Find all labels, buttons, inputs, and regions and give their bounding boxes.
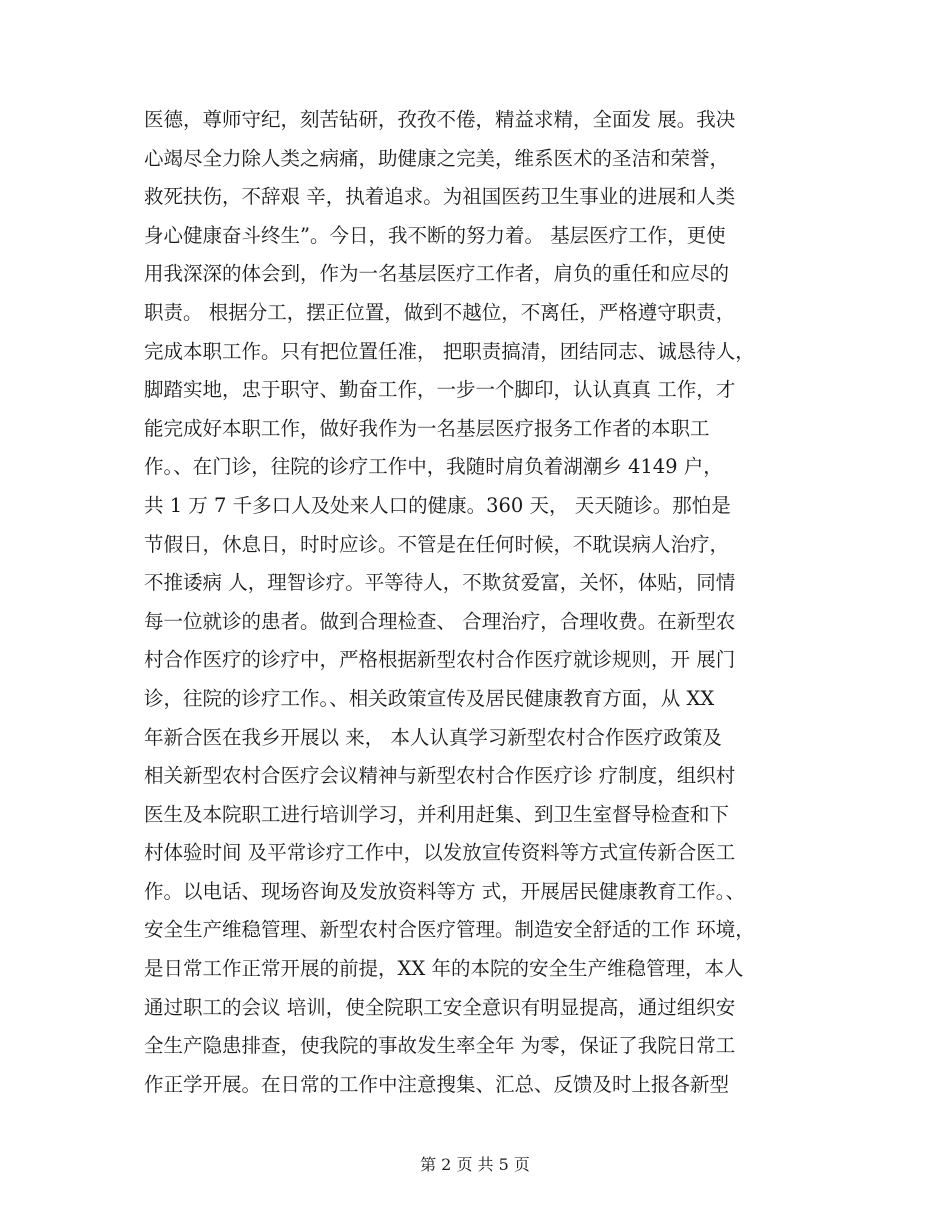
- text-line: 全生产隐患排查，使我院的事故发生率全年 为零，保证了我院日常工: [144, 1034, 736, 1058]
- text-line: 不推诿病 人，理智诊疗。平等待人，不欺贫爱富，关怀，体贴，同情: [144, 571, 736, 595]
- text-line: 诊，往院的诊疗工作。、相关政策宣传及居民健康教育方面，从 XX: [144, 686, 715, 710]
- text-line: 作。以电话、现场咨询及发放资料等方 式，开展居民健康教育工作。、: [144, 879, 745, 903]
- text-line: 是日常工作正常开展的前提，XX 年的本院的安全生产维稳管理，本人: [144, 957, 744, 981]
- text-line: 年新合医在我乡开展以 来， 本人认真学习新型农村合作医疗政策及: [144, 725, 722, 749]
- text-line: 医生及本院职工进行培训学习，并利用赶集、到卫生室督导检查和下: [144, 802, 730, 826]
- text-line: 通过职工的会议 培训，使全院职工安全意识有明显提高，通过组织安: [144, 995, 736, 1019]
- text-line: 作。、在门诊，往院的诊疗工作中，我随时肩负着湖潮乡 4149 户，: [144, 455, 723, 479]
- text-line: 脚踏实地，忠于职守、勤奋工作，一步一个脚印，认认真真 工作，才: [144, 378, 736, 402]
- text-line: 身心健康奋斗终生”。今日，我不断的努力着。 基层医疗工作，更使: [144, 223, 726, 247]
- text-line: 用我深深的体会到，作为一名基层医疗工作者，肩负的重任和应尽的: [144, 262, 730, 286]
- text-line: 安全生产维稳管理、新型农村合医疗管理。制造安全舒适的工作 环境，: [144, 918, 755, 942]
- text-line: 职责。 根据分工，摆正位置，做到不越位，不离任，严格遵守职责，: [144, 300, 736, 324]
- text-line: 村体验时间 及平常诊疗工作中，以发放宣传资料等方式宣传新合医工: [144, 841, 736, 865]
- page-footer: 第 2 页 共 5 页: [420, 1155, 530, 1174]
- text-line: 医德，尊师守纪，刻苦钻研，孜孜不倦，精益求精，全面发 展。我决: [144, 108, 736, 131]
- text-line: 作正学开展。在日常的工作中注意搜集、汇总、反馈及时上报各新型: [144, 1072, 730, 1096]
- text-line: 心竭尽全力除人类之病痛，助健康之完美，维系医术的圣洁和荣誉，: [144, 146, 730, 170]
- text-line: 共 1 万 7 千多口人及处来人口的健康。360 天， 天天随诊。那怕是: [144, 493, 731, 517]
- text-line: 每一位就诊的患者。做到合理检查、 合理治疗，合理收费。在新型农: [144, 609, 736, 633]
- text-line: 村合作医疗的诊疗中，严格根据新型农村合作医疗就诊规则，开 展门: [144, 648, 736, 672]
- text-line: 相关新型农村合医疗会议精神与新型农村合作医疗诊 疗制度，组织村: [144, 764, 736, 788]
- text-line: 完成本职工作。只有把位置任准， 把职责搞清，团结同志、诚恳待人，: [144, 339, 755, 363]
- text-line: 救死扶伤，不辞艰 辛，执着追求。为祖国医药卫生事业的进展和人类: [144, 185, 736, 209]
- body-text: [144, 101, 844, 1104]
- text-line: 能完成好本职工作，做好我作为一名基层医疗报务工作者的本职工: [144, 416, 710, 440]
- text-line: 节假日，休息日，时时应诊。不管是在任何时候，不耽误病人治疗，: [144, 532, 730, 556]
